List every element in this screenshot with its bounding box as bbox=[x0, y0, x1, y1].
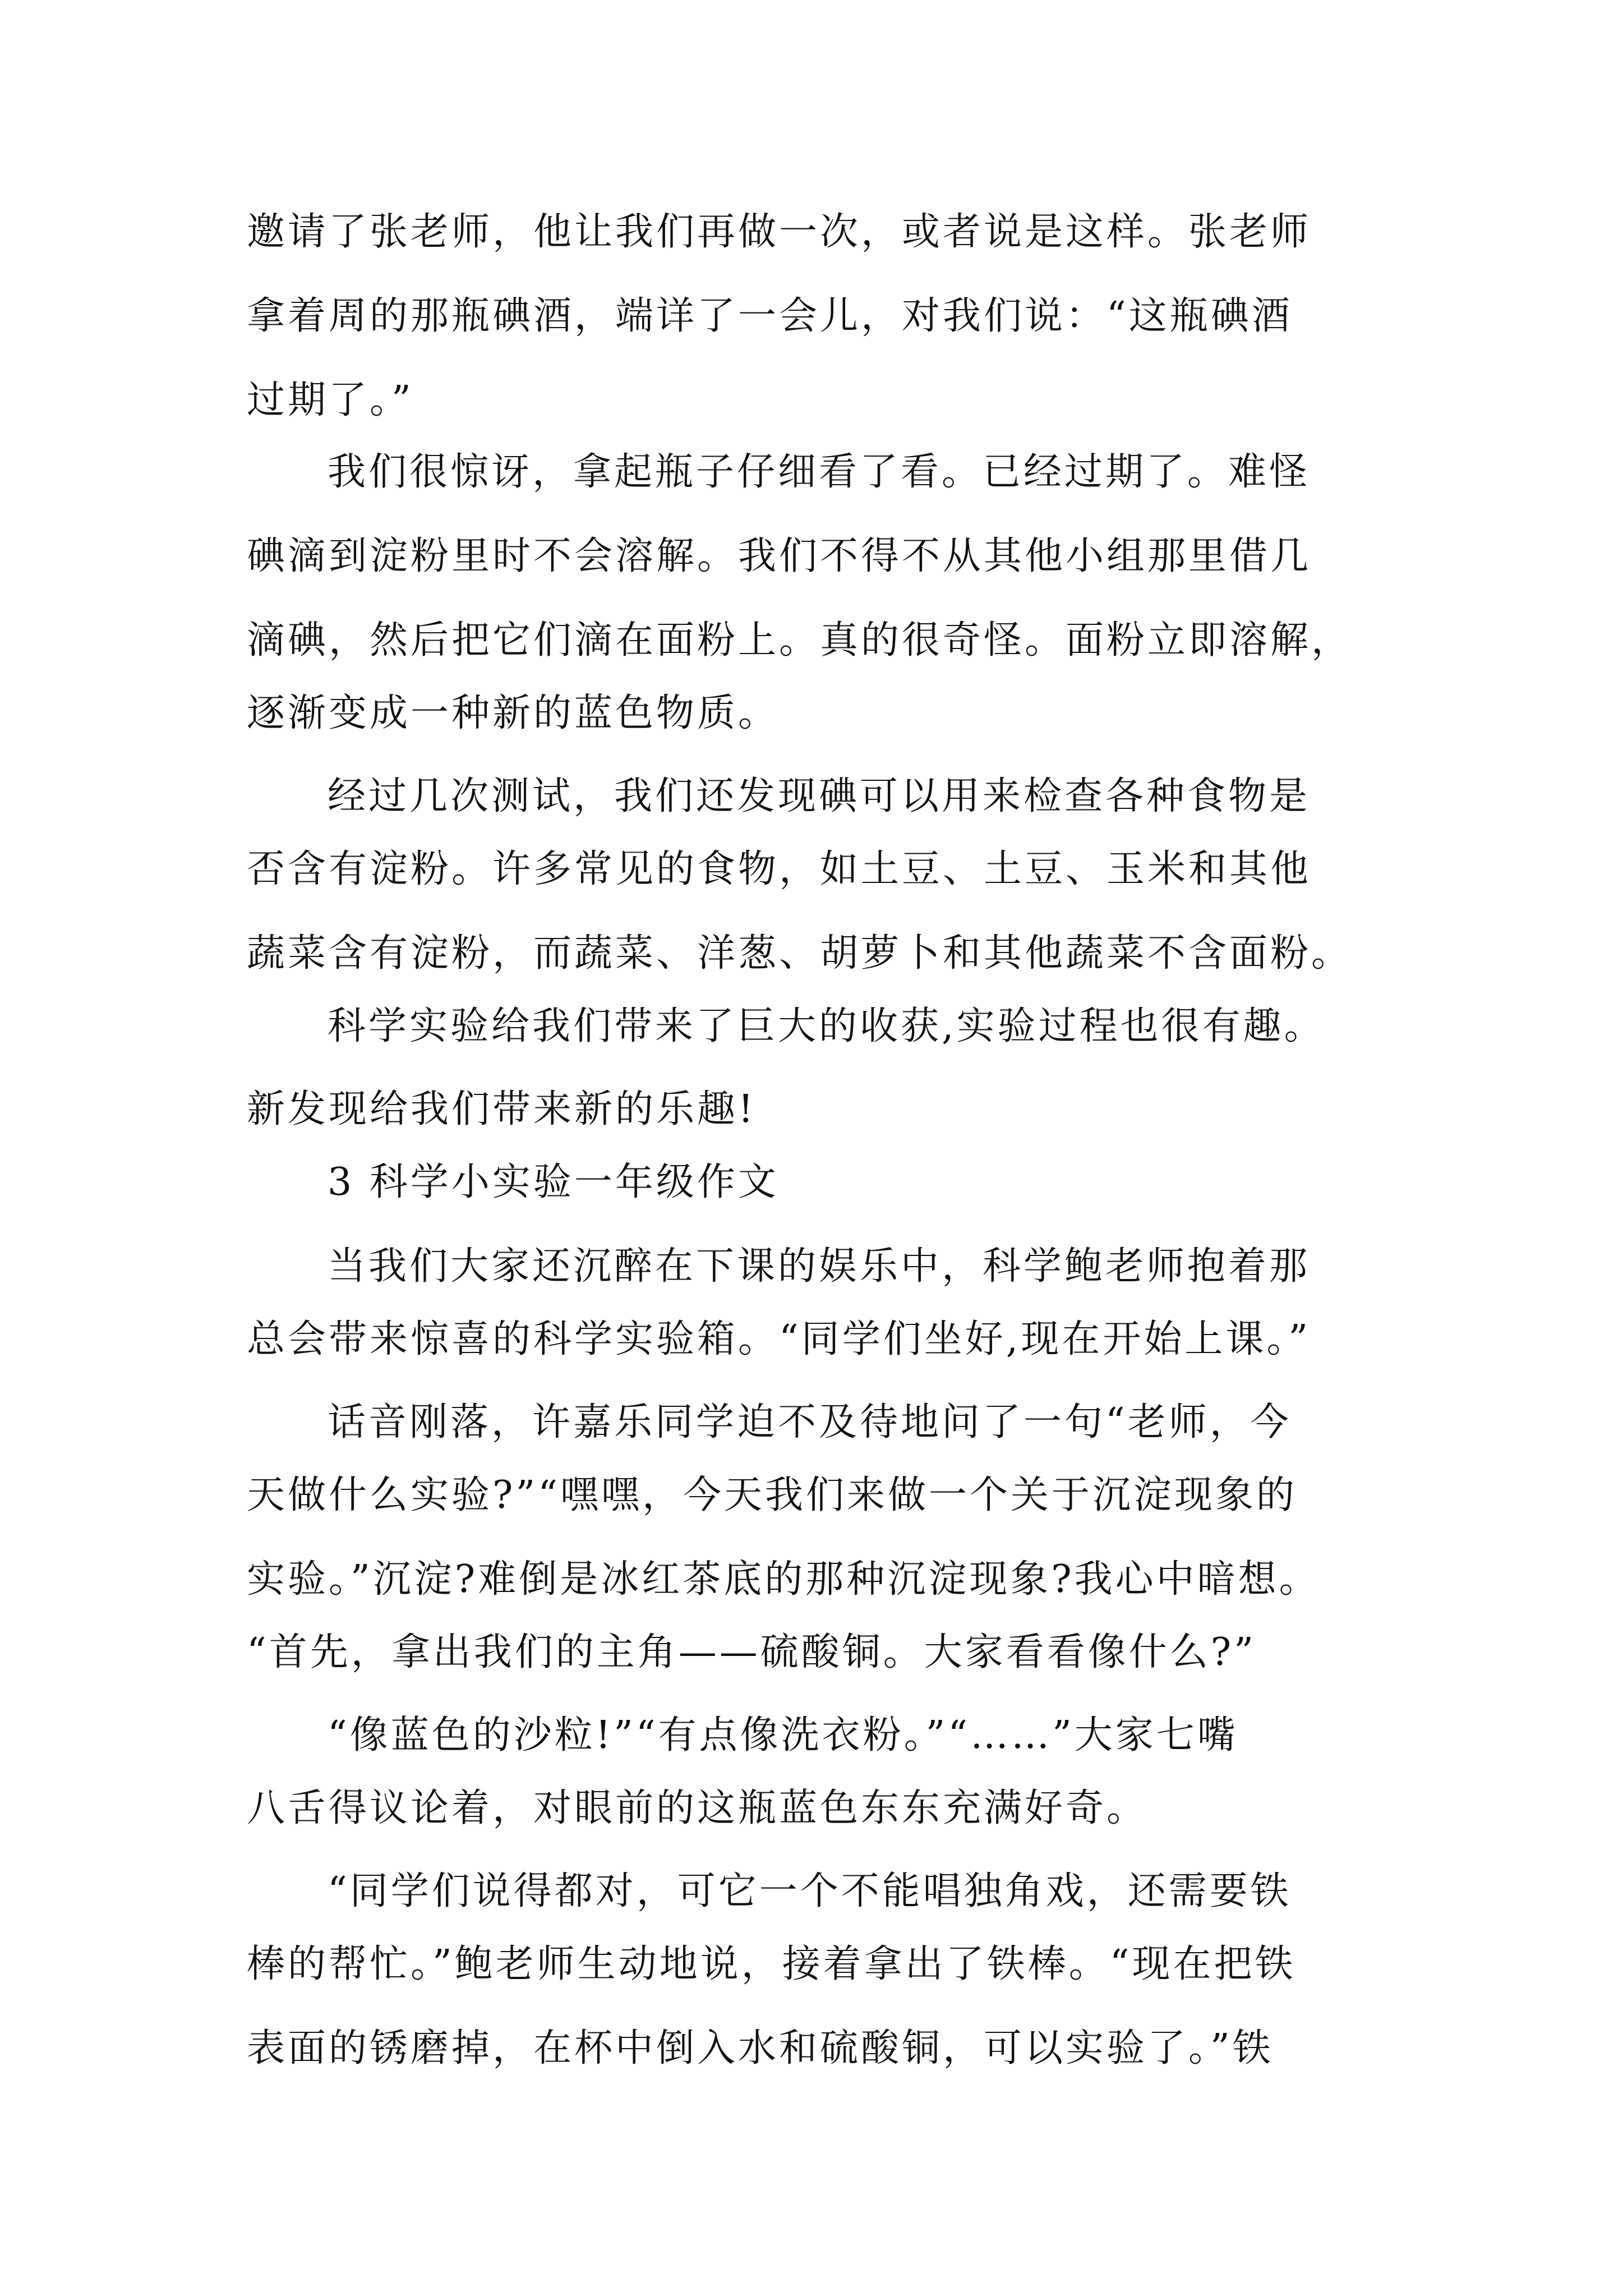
text-line: 表面的锈磨掉，在杯中倒入水和硫酸铜，可以实验了。”铁 bbox=[247, 2026, 1274, 2070]
text-line: 天做什么实验?”“嘿嘿，今天我们来做一个关于沉淀现象的 bbox=[247, 1473, 1297, 1517]
paragraph-start-line: 经过几次测试，我们还发现碘可以用来检查各种食物是 bbox=[328, 774, 1311, 818]
text-line: 碘滴到淀粉里时不会溶解。我们不得不从其他小组那里借几 bbox=[247, 534, 1312, 578]
text-line: 拿着周的那瓶碘酒，端详了一会儿，对我们说：“这瓶碘酒 bbox=[247, 294, 1293, 338]
text-line: 新发现给我们带来新的乐趣! bbox=[247, 1087, 757, 1131]
text-line: 过期了。” bbox=[247, 378, 414, 422]
text-line: 八舌得议论着，对眼前的这瓶蓝色东东充满好奇。 bbox=[247, 1786, 1148, 1830]
text-line: 邀请了张老师，他让我们再做一次，或者说是这样。张老师 bbox=[247, 210, 1312, 254]
text-line: “首先，拿出我们的主角——硫酸铜。大家看看像什么?” bbox=[247, 1630, 1256, 1674]
text-line: 棒的帮忙。”鲍老师生动地说，接着拿出了铁棒。“现在把铁 bbox=[247, 1942, 1296, 1986]
text-line: 滴碘，然后把它们滴在面粉上。真的很奇怪。面粉立即溶解， bbox=[247, 618, 1353, 662]
text-line: 逐渐变成一种新的蓝色物质。 bbox=[247, 691, 780, 735]
text-line: 总会带来惊喜的科学实验箱。“同学们坐好,现在开始上课。” bbox=[247, 1317, 1311, 1361]
paragraph-start-line: 我们很惊讶，拿起瓶子仔细看了看。已经过期了。难怪 bbox=[328, 450, 1311, 494]
text-line: 否含有淀粉。许多常见的食物，如土豆、土豆、玉米和其他 bbox=[247, 847, 1312, 891]
text-line: 蔬菜含有淀粉，而蔬菜、洋葱、胡萝卜和其他蔬菜不含面粉。 bbox=[247, 931, 1353, 976]
text-line: 实验。”沉淀?难倒是冰红茶底的那种沉淀现象?我心中暗想。 bbox=[247, 1557, 1320, 1602]
paragraph-start-line: “像蓝色的沙粒!”“有点像洗衣粉。”“……”大家七嘴 bbox=[328, 1713, 1238, 1757]
section-heading: 3 科学小实验一年级作文 bbox=[328, 1160, 779, 1204]
paragraph-start-line: 话音刚落，许嘉乐同学迫不及待地问了一句“老师，今 bbox=[328, 1400, 1292, 1444]
paragraph-start-line: 当我们大家还沉醉在下课的娱乐中，科学鲍老师抱着那 bbox=[328, 1244, 1311, 1289]
paragraph-start-line: “同学们说得都对，可它一个不能唱独角戏，还需要铁 bbox=[328, 1869, 1292, 1913]
paragraph-start-line: 科学实验给我们带来了巨大的收获,实验过程也很有趣。 bbox=[328, 1004, 1325, 1048]
